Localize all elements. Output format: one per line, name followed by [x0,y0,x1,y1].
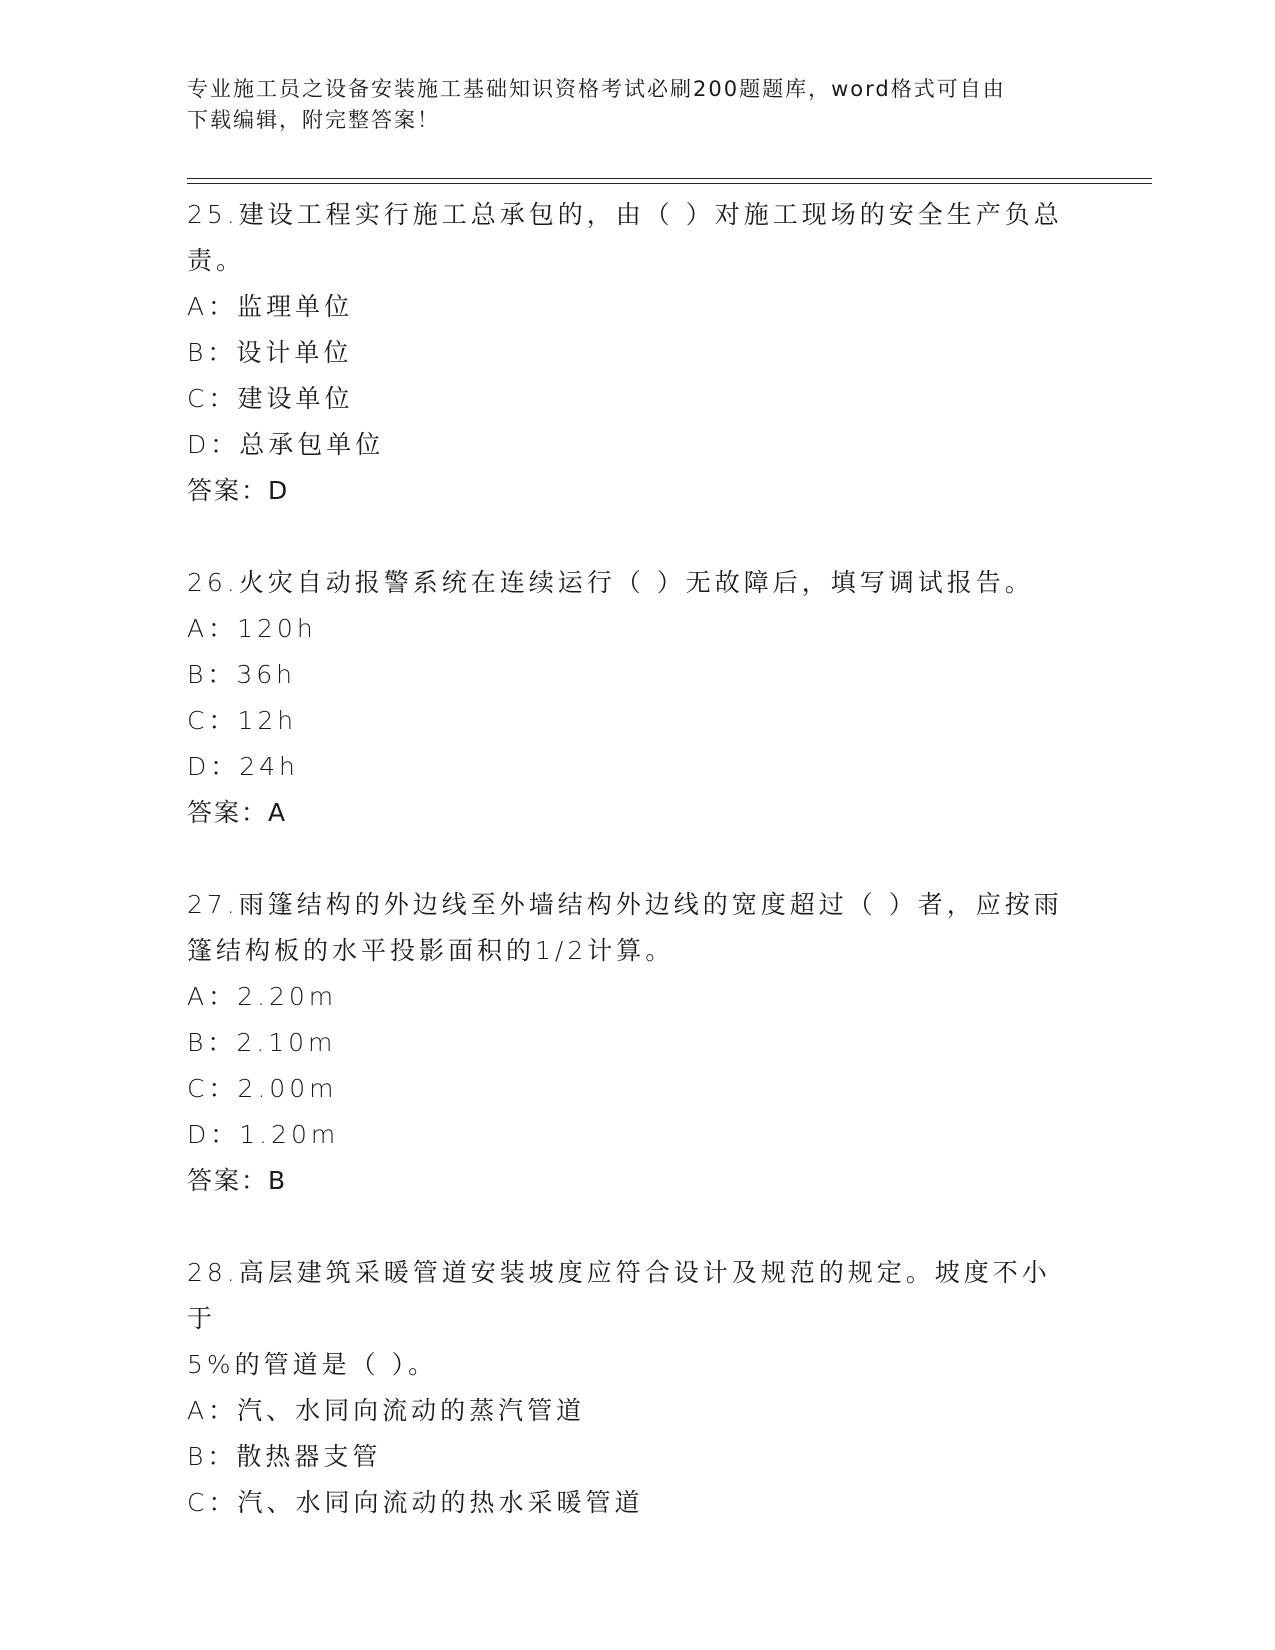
question-text-line-2: 5%的管道是（ ）。 [187,1350,438,1379]
header-divider-top [187,178,1152,179]
question-text-line-1: 28.高层建筑采暖管道安装坡度应符合设计及规范的规定。坡度不小于 [187,1258,1051,1333]
option-d: D：24h [187,752,299,781]
option-b: B：2.10m [187,1028,337,1057]
option-c: C：建设单位 [187,384,354,413]
answer: 答案：D [187,476,290,505]
option-b: B：散热器支管 [187,1442,382,1471]
question-spacer [187,514,1067,560]
option-b: B：36h [187,660,297,689]
option-a: A：2.20m [187,982,338,1011]
option-a: A：汽、水同向流动的蒸汽管道 [187,1396,586,1425]
question-25 [187,192,1067,514]
question-28 [187,1250,1067,1526]
answer: 答案：A [187,798,288,827]
header-line-2: 下载编辑，附完整答案！ [187,108,440,132]
question-27 [187,882,1067,1204]
question-list [187,192,1067,1526]
question-26 [187,560,1067,836]
option-b: B：设计单位 [187,338,353,367]
option-c: C：12h [187,706,298,735]
option-a: A：监理单位 [187,292,354,321]
document-header [187,74,1067,136]
answer: 答案：B [187,1166,288,1195]
header-divider-bottom [187,183,1152,184]
question-text-line-1: 25.建设工程实行施工总承包的，由（ ）对施工现场的安全生产负总 [187,200,1063,229]
question-spacer [187,836,1067,882]
option-c: C：汽、水同向流动的热水采暖管道 [187,1488,644,1517]
question-spacer [187,1204,1067,1250]
question-text-line-2: 责。 [187,246,246,275]
question-text-line-1: 26.火灾自动报警系统在连续运行（ ）无故障后，填写调试报告。 [187,568,1034,597]
question-text-line-2: 篷结构板的水平投影面积的1/2计算。 [187,936,675,965]
question-text-line-1: 27.雨篷结构的外边线至外墙结构外边线的宽度超过（ ）者，应按雨 [187,890,1063,919]
option-a: A：120h [187,614,317,643]
header-line-1: 专业施工员之设备安装施工基础知识资格考试必刷200题题库，word格式可自由 [187,77,1006,101]
option-d: D：总承包单位 [187,430,385,459]
option-c: C：2.00m [187,1074,338,1103]
option-d: D：1.20m [187,1120,340,1149]
